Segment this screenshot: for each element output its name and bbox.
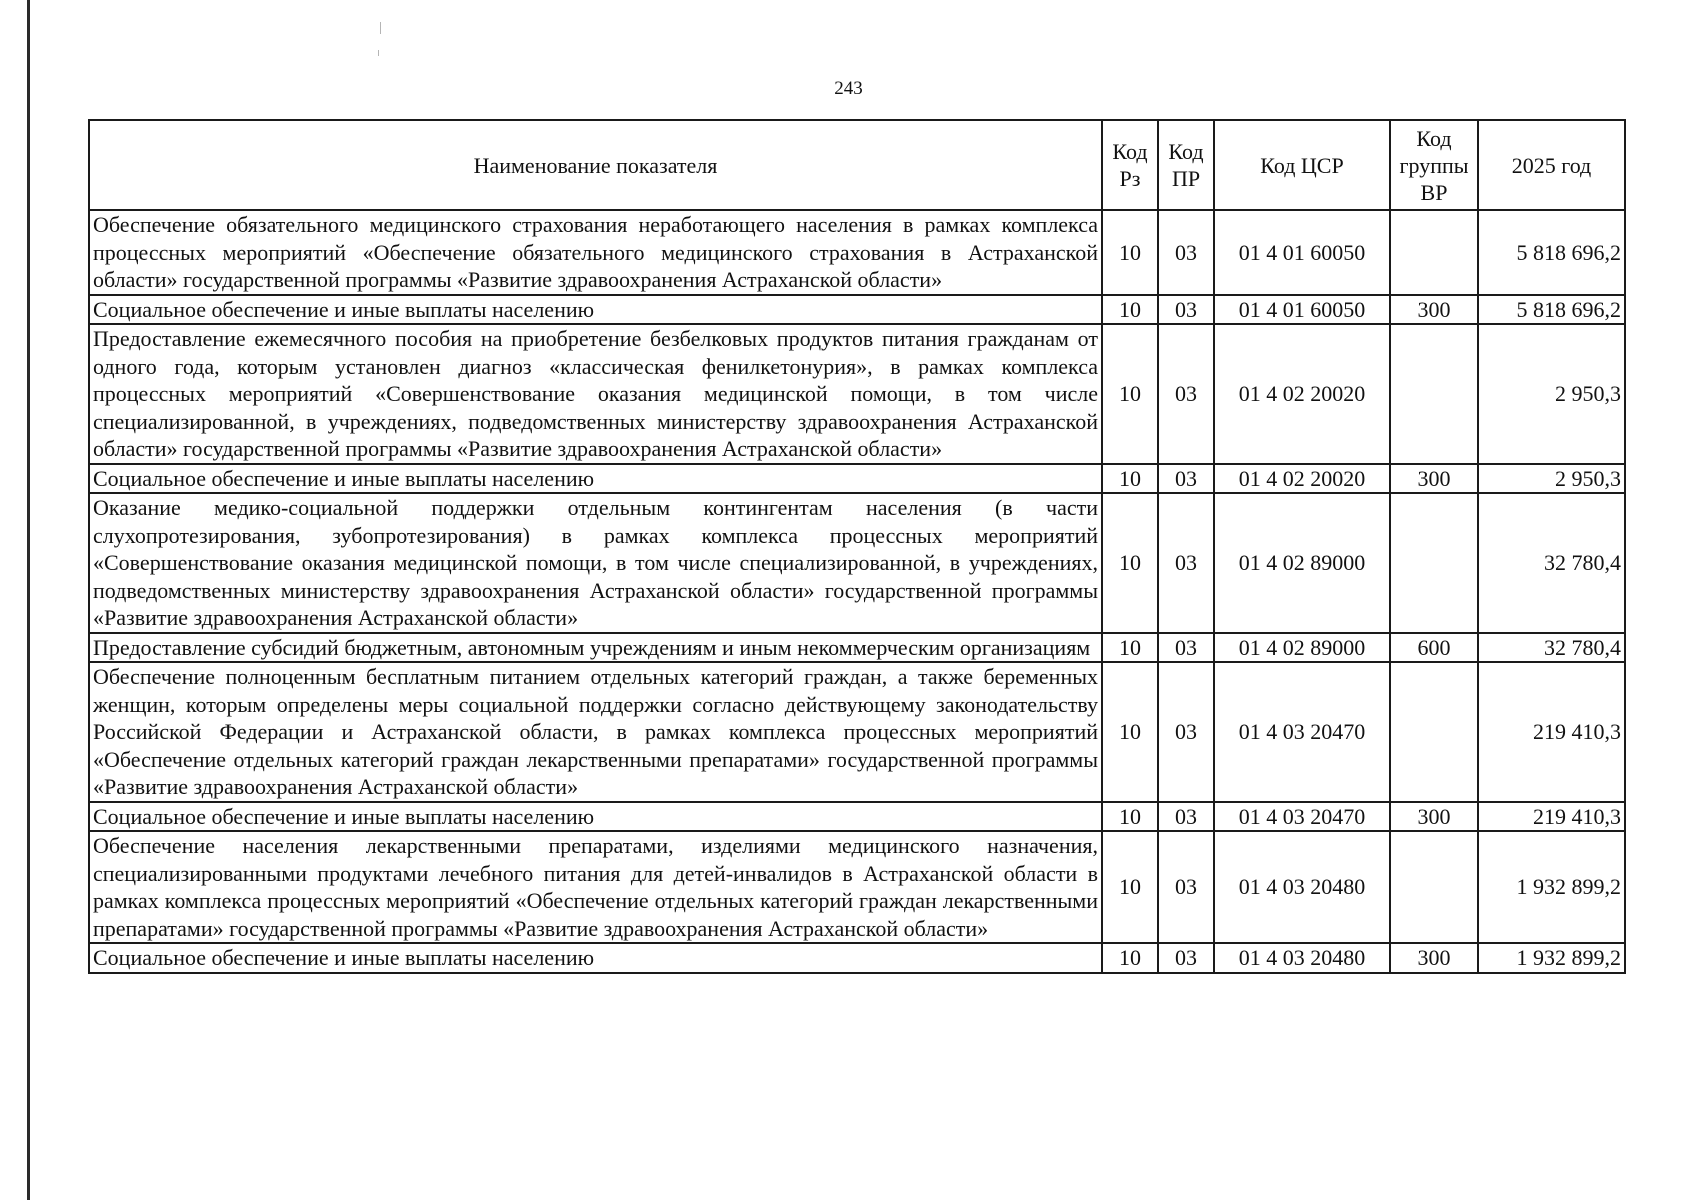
row-pr: 03 bbox=[1158, 493, 1214, 633]
row-vr bbox=[1390, 662, 1478, 802]
row-csr: 01 4 01 60050 bbox=[1214, 210, 1390, 295]
table-row bbox=[89, 324, 1625, 464]
header-vr: Код группы ВР bbox=[1390, 120, 1478, 210]
table-header-row bbox=[89, 120, 1625, 210]
scan-mark bbox=[380, 22, 381, 34]
row-value: 2 950,3 bbox=[1478, 324, 1625, 464]
row-pr: 03 bbox=[1158, 802, 1214, 832]
row-pr: 03 bbox=[1158, 464, 1214, 494]
row-vr bbox=[1390, 210, 1478, 295]
row-csr: 01 4 03 20480 bbox=[1214, 831, 1390, 943]
row-value: 2 950,3 bbox=[1478, 464, 1625, 494]
row-pr: 03 bbox=[1158, 324, 1214, 464]
header-year: 2025 год bbox=[1478, 120, 1625, 210]
header-rz: Код Рз bbox=[1102, 120, 1158, 210]
row-value: 5 818 696,2 bbox=[1478, 210, 1625, 295]
row-vr: 600 bbox=[1390, 633, 1478, 663]
row-name: Предоставление ежемесячного пособия на приобретение безбелковых продуктов питания гражданам от одного года, которым установлен диагноз «классическая фенилкетонурия», в рамках комплекса процессных мероприятий «Совершенствование оказания медицинской помощи, в том числе специализированной, в учреждениях, подведомственных министерству здравоохранения Астраханской области» государственной программы «Развитие здравоохранения Астраханской области» bbox=[89, 324, 1102, 464]
row-vr: 300 bbox=[1390, 802, 1478, 832]
row-rz: 10 bbox=[1102, 633, 1158, 663]
header-pr: Код ПР bbox=[1158, 120, 1214, 210]
row-pr: 03 bbox=[1158, 831, 1214, 943]
header-csr: Код ЦСР bbox=[1214, 120, 1390, 210]
row-csr: 01 4 02 89000 bbox=[1214, 633, 1390, 663]
table-row bbox=[89, 493, 1625, 633]
binding-edge-line bbox=[27, 0, 30, 1200]
row-name: Социальное обеспечение и иные выплаты населению bbox=[89, 802, 1102, 832]
row-vr: 300 bbox=[1390, 295, 1478, 325]
row-rz: 10 bbox=[1102, 493, 1158, 633]
row-rz: 10 bbox=[1102, 324, 1158, 464]
row-name: Социальное обеспечение и иные выплаты населению bbox=[89, 943, 1102, 973]
row-rz: 10 bbox=[1102, 295, 1158, 325]
row-value: 5 818 696,2 bbox=[1478, 295, 1625, 325]
row-value: 1 932 899,2 bbox=[1478, 943, 1625, 973]
row-value: 219 410,3 bbox=[1478, 662, 1625, 802]
row-pr: 03 bbox=[1158, 633, 1214, 663]
row-rz: 10 bbox=[1102, 802, 1158, 832]
table-row bbox=[89, 943, 1625, 973]
table-row bbox=[89, 831, 1625, 943]
row-rz: 10 bbox=[1102, 943, 1158, 973]
header-name: Наименование показателя bbox=[89, 120, 1102, 210]
table-row bbox=[89, 633, 1625, 663]
row-name: Социальное обеспечение и иные выплаты населению bbox=[89, 295, 1102, 325]
row-rz: 10 bbox=[1102, 662, 1158, 802]
row-name: Оказание медико-социальной поддержки отдельным контингентам населения (в части слухопротезирования, зубопротезирования) в рамках комплекса процессных мероприятий «Совершенствование оказания медицинской помощи, в том числе специализированной, в учреждениях, подведомственных министерству здравоохранения Астраханской области» государственной программы «Развитие здравоохранения Астраханской области» bbox=[89, 493, 1102, 633]
budget-table bbox=[88, 119, 1626, 974]
table-row bbox=[89, 662, 1625, 802]
row-csr: 01 4 03 20480 bbox=[1214, 943, 1390, 973]
row-value: 32 780,4 bbox=[1478, 633, 1625, 663]
row-name: Обеспечение обязательного медицинского страхования неработающего населения в рамках комплекса процессных мероприятий «Обеспечение обязательного медицинского страхования в Астраханской области» государственной программы «Развитие здравоохранения Астраханской области» bbox=[89, 210, 1102, 295]
row-name: Обеспечение населения лекарственными препаратами, изделиями медицинского назначения, специализированными продуктами лечебного питания для детей-инвалидов в Астраханской области в рамках комплекса процессных мероприятий «Обеспечение отдельных категорий граждан лекарственными препаратами» государственной программы «Развитие здравоохранения Астраханской области» bbox=[89, 831, 1102, 943]
row-csr: 01 4 03 20470 bbox=[1214, 802, 1390, 832]
row-pr: 03 bbox=[1158, 210, 1214, 295]
row-pr: 03 bbox=[1158, 943, 1214, 973]
row-rz: 10 bbox=[1102, 210, 1158, 295]
row-csr: 01 4 02 20020 bbox=[1214, 464, 1390, 494]
row-csr: 01 4 03 20470 bbox=[1214, 662, 1390, 802]
table-row bbox=[89, 464, 1625, 494]
row-pr: 03 bbox=[1158, 295, 1214, 325]
row-vr bbox=[1390, 493, 1478, 633]
row-csr: 01 4 01 60050 bbox=[1214, 295, 1390, 325]
row-vr bbox=[1390, 831, 1478, 943]
row-vr: 300 bbox=[1390, 943, 1478, 973]
scan-mark bbox=[378, 50, 379, 56]
row-value: 219 410,3 bbox=[1478, 802, 1625, 832]
row-value: 32 780,4 bbox=[1478, 493, 1625, 633]
row-rz: 10 bbox=[1102, 464, 1158, 494]
table-row bbox=[89, 295, 1625, 325]
table-row bbox=[89, 210, 1625, 295]
page-number: 243 bbox=[834, 78, 863, 99]
row-vr: 300 bbox=[1390, 464, 1478, 494]
row-vr bbox=[1390, 324, 1478, 464]
row-name: Обеспечение полноценным бесплатным питанием отдельных категорий граждан, а также беременных женщин, которым определены меры социальной поддержки согласно действующему законодательству Российской Федерации и Астраханской области, в рамках комплекса процессных мероприятий «Обеспечение отдельных категорий граждан лекарственными препаратами» государственной программы «Развитие здравоохранения Астраханской области» bbox=[89, 662, 1102, 802]
row-name: Предоставление субсидий бюджетным, автономным учреждениям и иным некоммерческим организациям bbox=[89, 633, 1102, 663]
row-value: 1 932 899,2 bbox=[1478, 831, 1625, 943]
row-pr: 03 bbox=[1158, 662, 1214, 802]
row-rz: 10 bbox=[1102, 831, 1158, 943]
row-name: Социальное обеспечение и иные выплаты населению bbox=[89, 464, 1102, 494]
row-csr: 01 4 02 89000 bbox=[1214, 493, 1390, 633]
row-csr: 01 4 02 20020 bbox=[1214, 324, 1390, 464]
table-row bbox=[89, 802, 1625, 832]
